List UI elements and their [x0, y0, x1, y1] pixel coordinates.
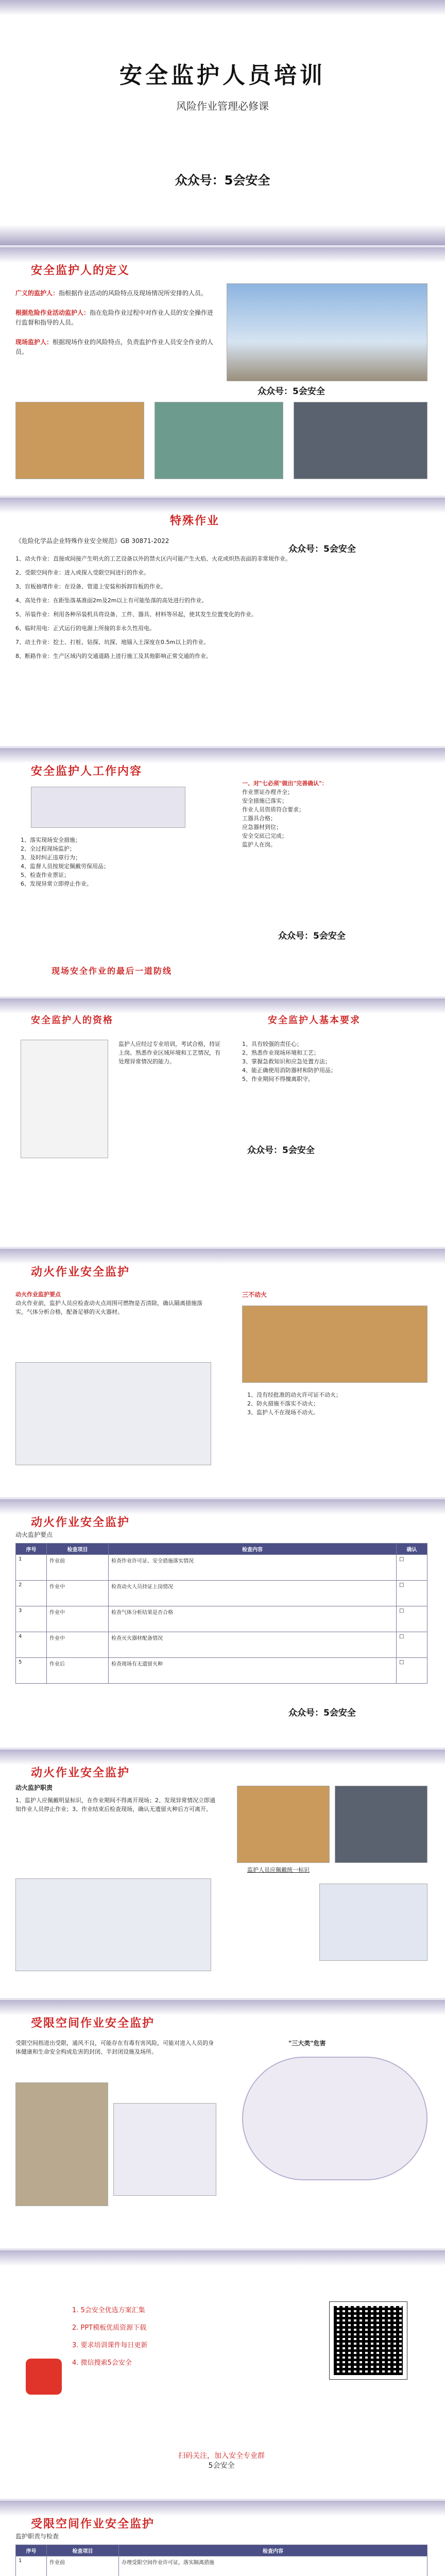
duties-left: 1、落实现场安全措施； 2、全过程现场监护； 3、及时纠正违章行为； 4、监督人员按规定佩戴劳保用品； 5、检查作业票证； 6、发现异常立即停止作业。 [21, 837, 109, 887]
list-item: 4、高处作业：在距坠落基准面2m及2m以上有可能坠落的高处进行的作业。 [15, 597, 208, 604]
list-item: 1、动火作业：直接或间接产生明火的工艺设备以外的禁火区内可能产生火焰、火花或炽热表面的非常规作业。 [15, 555, 291, 562]
promo-footer: 扫码关注，加入安全专业群 5会安全 [178, 2452, 265, 2470]
list-item: 2. PPT模板优质资源下载 [72, 2324, 147, 2332]
list-item: 6、临时用电：正式运行的电源上所接的非永久性用电。 [15, 625, 155, 632]
slide-hot-work [0, 1249, 445, 1499]
slide-heading: 动火作业安全监护 [31, 1516, 130, 1529]
standard-ref: 《危险化学品企业特殊作业安全规范》GB 30871-2022 [15, 537, 169, 545]
check-table [15, 1543, 427, 1684]
three-no-list: 1、没有经批准的动火许可证不动火； 2、防火措施不落实不动火； 3、监护人不在现场不动火。 [247, 1392, 341, 1416]
table-caption: 动火监护要点 [15, 1531, 53, 1538]
worker-photo [294, 402, 427, 479]
three-no: 三不动火 [242, 1291, 267, 1298]
cover-slide [0, 0, 445, 247]
list-item: 3. 要求培训课件每日更新 [72, 2342, 148, 2349]
list-item: 7、动土作业：挖土、打桩、钻探、坑探、地锚入土深度在0.5m以上的作业。 [15, 639, 210, 646]
slide-duties [0, 748, 445, 998]
illustration [15, 1362, 211, 1465]
check-table [15, 2545, 427, 2576]
qualification-text: 监护人应经过专业培训，考试合格，持证上岗。熟悉作业区域环境和工艺情况，有处理异常情况的能力。 [118, 1041, 220, 1065]
table-row: 3 作业中 检查气体分析结果是否合格 □ [16, 1606, 427, 1632]
hot-work-points: 动火作业监护要点 动火作业前，监护人员应检查动火点周围可燃物是否清除，确认隔离措施落实，气体分析合格，配备足够的灭火器材。 [15, 1291, 202, 1315]
illustration [31, 787, 185, 828]
slide-heading: 安全监护人的定义 [31, 264, 130, 277]
list-item: 4. 微信搜索5会安全 [72, 2359, 132, 2367]
watermark: 众众号：5会安全 [258, 386, 325, 397]
cover-wechat: 众众号：5会安全 [175, 173, 270, 188]
table-caption: 监护职责与检查 [15, 2533, 59, 2540]
app-logo [26, 2359, 62, 2395]
table-row: 1 作业前 检查作业许可证、安全措施落实情况 □ [16, 1555, 427, 1581]
table-row: 1 作业前 办理受限空间作业许可证，落实隔离措施 [16, 2556, 427, 2576]
photo-caption: 监护人员应佩戴统一标识 [247, 1867, 310, 1873]
slide-hot-work-duties [0, 1750, 445, 2000]
cover-title: 安全监护人员培训 [119, 62, 326, 89]
slide-special-ops [0, 498, 445, 748]
slide-qualification [0, 998, 445, 1249]
slide-heading: 动火作业安全监护 [31, 1265, 130, 1279]
hazard-title: "三大类"危害 [288, 2040, 326, 2047]
slide-heading: 特殊作业 [170, 514, 220, 528]
table-row: 4 作业中 检查灭火器材配备情况 □ [16, 1632, 427, 1658]
illustration [319, 1884, 427, 1961]
worker-photo [155, 402, 283, 479]
slide-definition [0, 247, 445, 498]
table-header-row: 序号 检查项目 检查内容 [16, 2545, 427, 2556]
slide-heading: 受限空间作业安全监护 [31, 2016, 155, 2030]
list-item: 2、受限空间作业：进入或探入受限空间进行的作业。 [15, 569, 149, 576]
tank-photo [15, 2082, 108, 2206]
slide-heading: 安全监护人的资格 [31, 1015, 113, 1026]
illustration [15, 1878, 211, 1971]
table-row: 2 作业中 检查动火人员持证上岗情况 □ [16, 1581, 427, 1606]
worker-photo [227, 283, 427, 381]
slogan: 现场安全作业的最后一道防线 [52, 966, 173, 976]
confined-definition: 受限空间指进出受限，通风不良，可能存在有毒有害风险，可能对进入人员的身体健康和生命安全构成危害的封闭、半封闭设施及场所。 [15, 2040, 214, 2055]
slide-confined-space [0, 2000, 445, 2250]
list-item: 3、盲板抽堵作业：在设备、管道上安装和拆卸盲板的作业。 [15, 583, 166, 590]
qr-code [330, 2302, 407, 2379]
worker-photo [335, 1786, 427, 1863]
slide-heading: 受限空间作业安全监护 [31, 2517, 155, 2531]
welding-photo [242, 1306, 427, 1383]
promo-list [72, 2302, 309, 2372]
subheading: 动火监护职责 [15, 1784, 53, 1791]
slide-confined-table [0, 2501, 445, 2576]
slide-hot-work-table [0, 1499, 445, 1750]
def-block: 广义的监护人：指根据作业活动的风险特点及现场情况所安排的人员。 根据危险作业活动监护人：指在危险作业过程中对作业人员的安全操作进行监督和指导的人员。 现场监护人：根据现场作业的风险特点，负责监护作业人员安全作业的人员。 [15, 290, 214, 355]
slide-heading: 安全监护人基本要求 [268, 1015, 361, 1026]
hazard-diagram [242, 2057, 427, 2180]
special-ops-list [15, 554, 427, 666]
worker-photo [237, 1786, 330, 1863]
duties-right: 一、对"七必须"做出"完善确认"： 作业票证办理齐全； 安全措施已落实； 作业人员资质符合要求； 工器具合格； 应急器材到位； 安全交底已完成； 监护人在岗。 [242, 780, 328, 848]
requirements-list: 1、具有较强的责任心； 2、熟悉作业现场环境和工艺； 3、掌握急救知识和应急处置方法； 4、能正确使用消防器材和防护用品； 5、作业期间不得擅离职守。 [242, 1041, 336, 1082]
cover-subtitle: 风险作业管理必修课 [176, 100, 269, 112]
list-item: 8、断路作业：生产区域内的交通道路上进行施工及其他影响正常交通的作业。 [15, 653, 212, 659]
watermark: 众众号：5会安全 [288, 1708, 356, 1718]
duties-text: 1、监护人应佩戴明显标识，在作业期间不得离开现场；2、发现异常情况立即通知作业人员停止作业；3、作业结束后检查现场，确认无遗留火种后方可离开。 [15, 1797, 215, 1812]
watermark: 众众号：5会安全 [288, 544, 356, 554]
table-row: 5 作业后 检查现场有无遗留火种 □ [16, 1658, 427, 1684]
slide-heading: 动火作业安全监护 [31, 1766, 130, 1780]
watermark: 众众号：5会安全 [247, 1145, 315, 1156]
slide-promo [0, 2250, 445, 2501]
illustration [113, 2103, 216, 2196]
slide-heading: 安全监护人工作内容 [31, 765, 143, 778]
list-item: 5、吊装作业：利用各种吊装机具将设备、工件、器具、材料等吊起，使其发生位置变化的作业。 [15, 611, 257, 618]
certificate-image [21, 1040, 108, 1158]
table-header-row: 序号 检查项目 检查内容 确认 [16, 1544, 427, 1555]
watermark: 众众号：5会安全 [278, 931, 346, 941]
worker-photo [15, 402, 144, 479]
list-item: 1. 5会安全优选方案汇集 [72, 2307, 145, 2314]
